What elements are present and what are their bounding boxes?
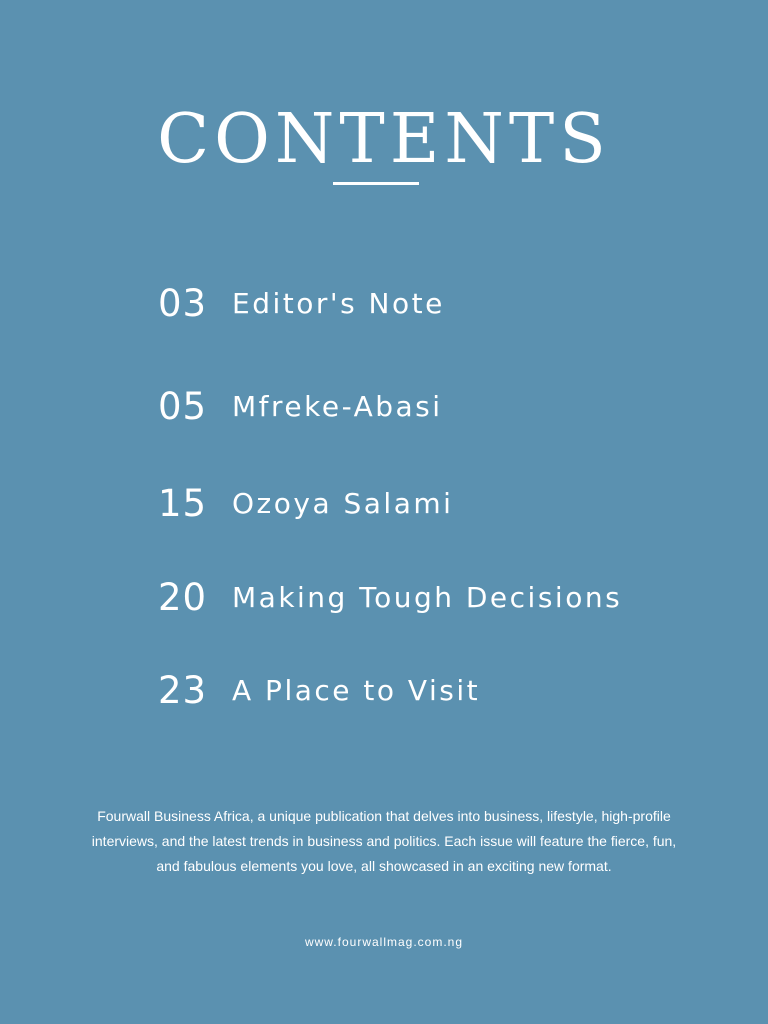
toc-title: A Place to Visit bbox=[232, 673, 481, 707]
toc-page-number: 03 bbox=[158, 281, 208, 325]
toc-item-mfreke-abasi[interactable] bbox=[158, 381, 443, 431]
toc-item-making-tough-decisions[interactable] bbox=[158, 572, 622, 622]
toc-title: Ozoya Salami bbox=[232, 486, 454, 520]
toc-title: Editor's Note bbox=[232, 286, 445, 320]
title-divider bbox=[333, 182, 419, 185]
toc-item-ozoya-salami[interactable] bbox=[158, 478, 453, 528]
toc-item-editors-note[interactable] bbox=[158, 278, 445, 328]
page-title: CONTENTS bbox=[157, 100, 611, 179]
toc-page-number: 20 bbox=[158, 575, 208, 619]
toc-page-number: 23 bbox=[158, 668, 208, 712]
toc-title: Making Tough Decisions bbox=[232, 580, 623, 614]
toc-item-a-place-to-visit[interactable] bbox=[158, 665, 480, 715]
publication-description: Fourwall Business Africa, a unique publication that delves into business, lifestyle, high-profile interviews, and the latest trends in business and politics. Each issue will feature the fierce, fun, and fabulous elements you love, all showcased in an exciting new format. bbox=[91, 808, 677, 874]
toc-title: Mfreke-Abasi bbox=[232, 389, 443, 423]
toc-page-number: 15 bbox=[158, 481, 208, 525]
toc-page-number: 05 bbox=[158, 384, 208, 428]
website-link[interactable]: www.fourwallmag.com.ng bbox=[304, 935, 464, 949]
